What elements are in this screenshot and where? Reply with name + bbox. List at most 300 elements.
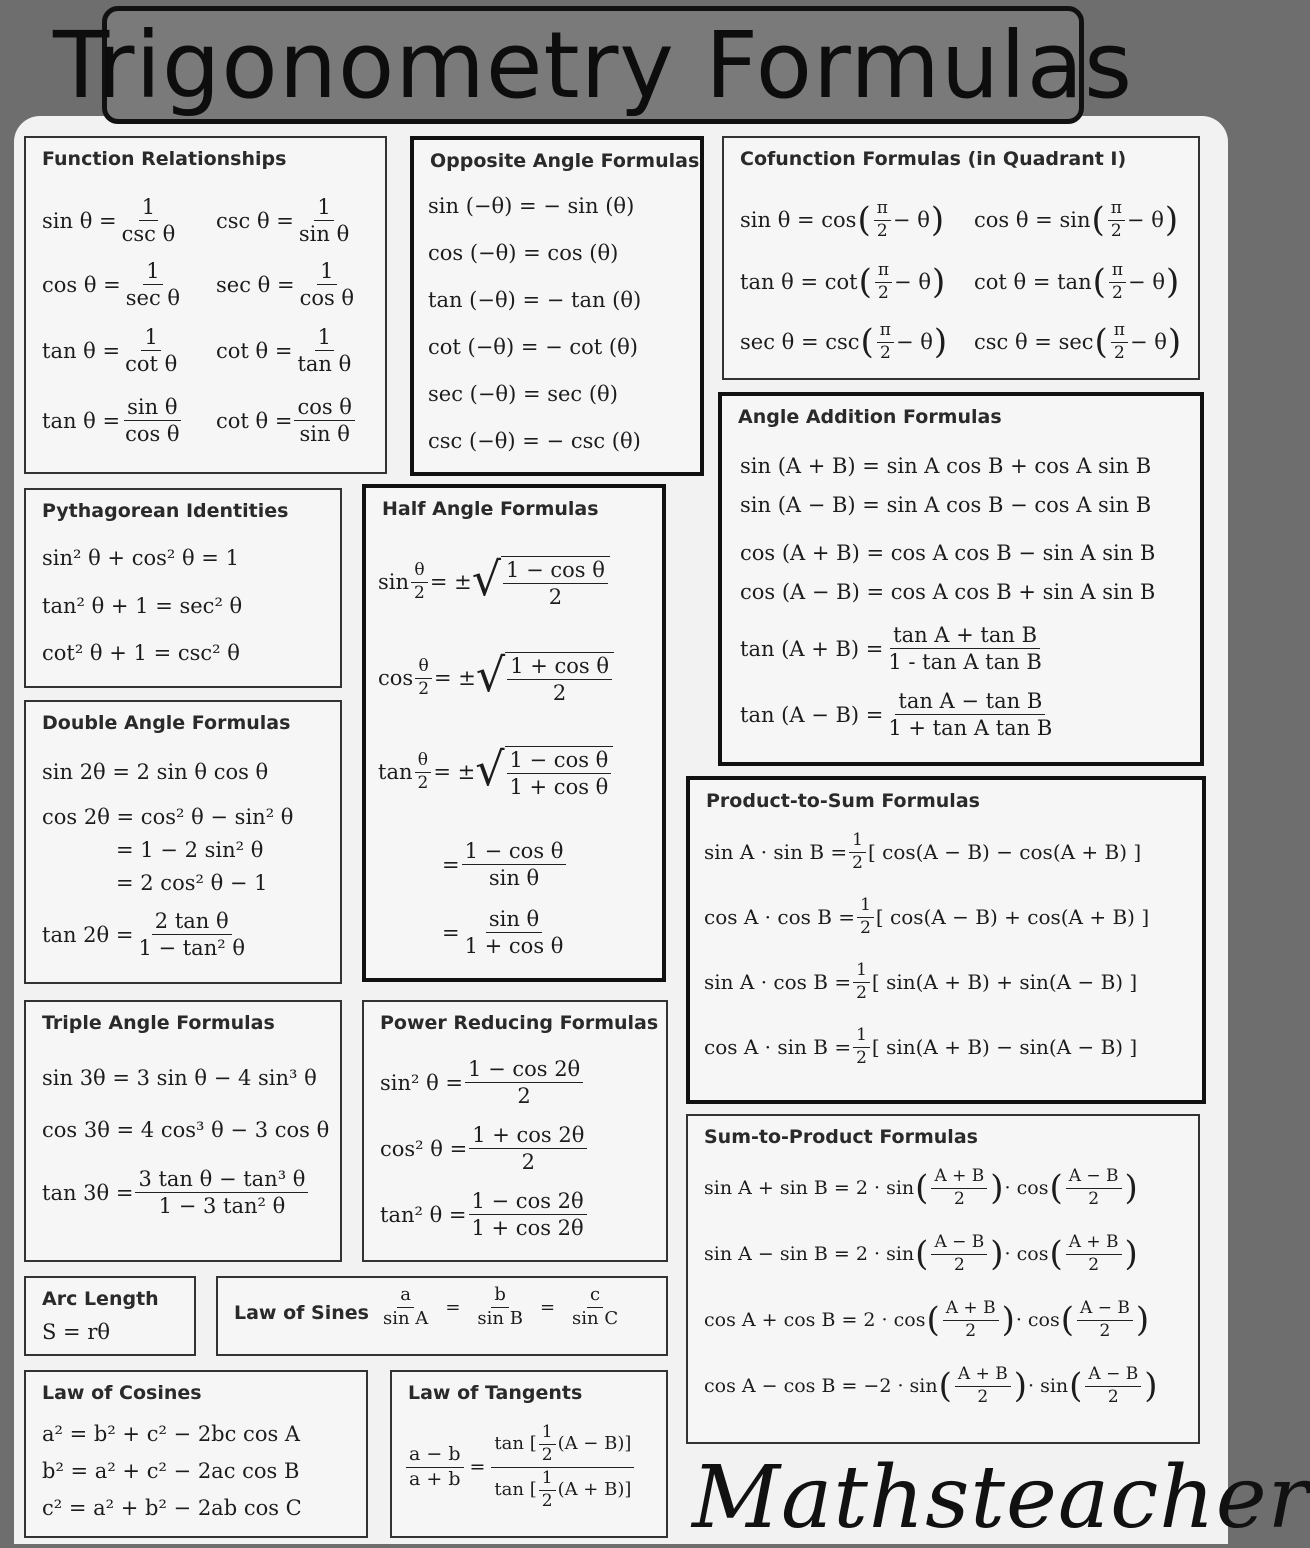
opposite-angle-5: sec (−θ) = sec (θ) <box>428 382 618 406</box>
cofunction-pi-over-2-fraction <box>1108 200 1125 241</box>
sum-to-product-lhs: cos A − cos B = −2 · sin <box>704 1375 938 1398</box>
cofunction-3 <box>740 262 946 303</box>
function-relationship-lhs: cot θ = <box>216 408 293 433</box>
power-reducing-denominator: 2 <box>517 1084 531 1109</box>
half-angle-radicand <box>505 746 614 798</box>
sum-to-product-mid: · cos <box>1004 1177 1049 1200</box>
function-relationship-denominator: sec θ <box>125 286 181 311</box>
half-angle-pm: = ± <box>433 760 476 785</box>
half-angle-tan_alt1-fraction <box>462 840 567 889</box>
cofunction-pi-over-2-denominator: 2 <box>878 282 889 303</box>
cofunction-heading: Cofunction Formulas (in Quadrant I) <box>740 148 1127 170</box>
product-to-sum-rhs: [ cos(A − B) − cos(A + B) ] <box>867 840 1142 865</box>
cofunction-6 <box>974 322 1182 363</box>
half-angle-sqrt <box>475 648 614 706</box>
cofunction-pi-over-2-numerator: π <box>1109 262 1126 283</box>
cofunction-open-paren: ( <box>1092 262 1106 303</box>
half-angle-radicand-denominator: 1 + cos θ <box>509 775 609 800</box>
power-reducing-numerator: 1 − cos 2θ <box>469 1190 587 1215</box>
power-reducing-2 <box>380 1124 589 1173</box>
angle-addition-line-1: sin (A + B) = sin A cos B + cos A sin B <box>740 454 1152 478</box>
product-to-sum-half-numerator: 1 <box>857 897 874 918</box>
cofunction-rest: − θ <box>892 208 930 233</box>
law-of-tangents-top-two: 2 <box>541 1444 553 1465</box>
cofunction-pi-over-2-denominator: 2 <box>1110 220 1122 241</box>
law-of-sines-box <box>216 1276 668 1356</box>
sum-to-product-open-paren-2: ( <box>1049 1168 1063 1209</box>
half-angle-theta-over-2-fraction <box>414 749 431 793</box>
angle-addition-tan-minus <box>740 690 1057 739</box>
function-relationship-fraction <box>294 326 354 375</box>
sum-to-product-open-paren: ( <box>926 1300 940 1341</box>
law-of-sines-formula <box>378 1286 623 1329</box>
cofunction-close-paren: ) <box>1165 262 1180 303</box>
law-of-sines-sin-c: sin C <box>572 1307 619 1329</box>
sum-to-product-open-paren-2: ( <box>1060 1300 1075 1341</box>
product-to-sum-half-denominator: 2 <box>856 982 867 1003</box>
cofunction-pi-over-2-numerator: π <box>875 262 892 283</box>
arc-length-heading: Arc Length <box>42 1288 159 1310</box>
cofunction-close-paren: ) <box>1167 322 1182 363</box>
sum-to-product-arg2-fraction <box>1085 1366 1141 1407</box>
cofunction-open-paren: ( <box>858 262 872 303</box>
triple-angle-tan <box>42 1168 310 1217</box>
triple-angle-tan-lhs: tan 3θ = <box>42 1180 134 1205</box>
opposite-angle-heading: Opposite Angle Formulas <box>430 150 700 172</box>
half-angle-radicand <box>501 556 610 608</box>
law-of-tangents-top-half: 1 <box>539 1424 556 1445</box>
half-angle-theta-over-2-numerator: θ <box>415 658 431 679</box>
sum-to-product-arg1-denominator: 2 <box>953 1254 965 1275</box>
product-to-sum-lhs: cos A · sin B = <box>704 1035 852 1060</box>
half-angle-eq: = <box>442 920 460 945</box>
cofunction-rest: − θ <box>1126 208 1164 233</box>
law-of-sines-heading: Law of Sines <box>234 1302 369 1324</box>
cofunction-close-paren: ) <box>933 322 948 363</box>
cofunction-1 <box>740 200 945 241</box>
product-to-sum-rhs: [ cos(A − B) + cos(A + B) ] <box>875 905 1150 930</box>
sum-to-product-arg1-fraction <box>931 1168 987 1209</box>
sum-to-product-close-paren-2: ) <box>1124 1168 1138 1209</box>
sum-to-product-lhs: sin A − sin B = 2 · sin <box>704 1243 915 1266</box>
law-of-sines-sin-b: sin B <box>477 1307 523 1329</box>
function-relationships-heading: Function Relationships <box>42 148 287 170</box>
cofunction-pi-over-2-numerator: π <box>874 200 891 221</box>
sqrt-icon: √ <box>475 648 506 702</box>
product-to-sum-rhs: [ sin(A + B) + sin(A − B) ] <box>871 970 1138 995</box>
power-reducing-3 <box>380 1190 589 1239</box>
half-angle-radicand-fraction <box>507 655 612 704</box>
half-angle-radicand <box>505 652 614 704</box>
cofunction-rest: − θ <box>1129 330 1167 355</box>
product-to-sum-half-denominator: 2 <box>852 852 863 873</box>
sum-to-product-arg1-fraction <box>943 1300 999 1341</box>
half-angle-theta-over-2-numerator: θ <box>415 752 431 773</box>
power-reducing-denominator: 2 <box>521 1150 535 1175</box>
cofunction-pi-over-2-denominator: 2 <box>1113 342 1125 363</box>
law-of-tangents-top-arg: (A − B) <box>557 1432 625 1454</box>
triple-angle-line-1: sin 3θ = 3 sin θ − 4 sin³ θ <box>42 1066 317 1090</box>
function-relationship-numerator: 1 <box>139 196 158 221</box>
half-angle-cos <box>378 648 614 706</box>
brand-logo-text: Mathsteacher <box>692 1448 1310 1548</box>
function-relationship-numerator: 1 <box>315 326 334 351</box>
power-reducing-lhs: cos² θ = <box>380 1136 468 1161</box>
cofunction-open-paren: ( <box>860 322 874 363</box>
function-relationship-6 <box>216 326 356 375</box>
sum-to-product-open-paren: ( <box>938 1366 952 1407</box>
law-of-tangents-bottom-fn: tan <box>494 1478 524 1500</box>
law-of-sines-eq-2: = <box>539 1296 556 1318</box>
cofunction-open-paren: ( <box>1094 322 1108 363</box>
cofunction-pi-over-2-fraction <box>1109 262 1126 303</box>
law-of-tangents-formula: $\frac{a - b}{a + b}$ = tan [ 1 2 (A − B) ] tan [ 1 2 (A + B) ] <box>404 1424 636 1510</box>
sqrt-icon: √ <box>475 742 505 796</box>
half-angle-tan_alt2 <box>442 908 568 957</box>
sum-to-product-arg2-denominator: 2 <box>1099 1320 1111 1341</box>
double-angle-line-3: = 1 − 2 sin² θ <box>116 838 264 862</box>
opposite-angle-1: sin (−θ) = − sin (θ) <box>428 194 635 218</box>
law-of-tangents-bottom-half: 1 <box>539 1470 556 1491</box>
sum-to-product-open-paren-2: ( <box>1069 1366 1083 1407</box>
sum-to-product-arg1-numerator: A + B <box>943 1300 999 1321</box>
product-to-sum-half-fraction <box>857 897 874 938</box>
triple-angle-tan-numerator: 3 tan θ − tan³ θ <box>135 1168 308 1193</box>
cofunction-pi-over-2-numerator: π <box>1108 200 1125 221</box>
double-angle-line-1: sin 2θ = 2 sin θ cos θ <box>42 760 269 784</box>
cofunction-lhs: cos θ = sin <box>974 208 1091 233</box>
function-relationship-denominator: cos θ <box>299 286 355 311</box>
half-angle-tan_alt1-denominator: sin θ <box>488 866 540 891</box>
function-relationship-fraction <box>119 196 179 245</box>
cofunction-lhs: sec θ = csc <box>740 330 860 355</box>
product-to-sum-half-numerator: 1 <box>853 1027 870 1048</box>
half-angle-eq: = <box>442 852 460 877</box>
pythagorean-line-3: cot² θ + 1 = csc² θ <box>42 641 240 665</box>
cofunction-pi-over-2-numerator: π <box>1111 322 1128 343</box>
product-to-sum-1 <box>704 832 1141 873</box>
power-reducing-numerator: 1 − cos 2θ <box>465 1058 583 1083</box>
cofunction-pi-over-2-numerator: π <box>877 322 894 343</box>
product-to-sum-half-fraction <box>853 962 870 1003</box>
cofunction-rest: − θ <box>895 330 933 355</box>
sum-to-product-mid: · cos <box>1004 1243 1049 1266</box>
tan-minus-numerator: tan A − tan B <box>895 690 1045 715</box>
half-angle-tan <box>378 742 613 800</box>
cofunction-lhs: tan θ = cot <box>740 270 858 295</box>
sum-to-product-open-paren: ( <box>915 1234 929 1275</box>
half-angle-theta-over-2-fraction <box>415 655 432 699</box>
cofunction-pi-over-2-denominator: 2 <box>879 342 891 363</box>
law-of-cosines-heading: Law of Cosines <box>42 1382 202 1404</box>
half-angle-radicand-fraction <box>503 559 608 608</box>
half-angle-radicand-denominator: 2 <box>548 585 563 610</box>
sum-to-product-arg1-numerator: A − B <box>931 1234 987 1255</box>
product-to-sum-3 <box>704 962 1137 1003</box>
half-angle-theta-over-2-numerator: θ <box>411 562 427 583</box>
cofunction-rest: − θ <box>1128 270 1165 295</box>
sum-to-product-close-paren-2: ) <box>1124 1234 1138 1275</box>
sum-to-product-arg1-denominator: 2 <box>977 1386 989 1407</box>
angle-addition-line-4: cos (A − B) = cos A cos B + sin A sin B <box>740 580 1156 604</box>
product-to-sum-half-denominator: 2 <box>860 917 871 938</box>
law-of-tangents-denominator: a + b <box>409 1467 461 1490</box>
product-to-sum-rhs: [ sin(A + B) − sin(A − B) ] <box>871 1035 1138 1060</box>
sum-to-product-arg1-numerator: A + B <box>955 1366 1011 1387</box>
half-angle-radicand-numerator: 1 + cos θ <box>507 655 612 680</box>
half-angle-pm: = ± <box>434 666 476 691</box>
product-to-sum-half-numerator: 1 <box>849 832 866 853</box>
sum-to-product-arg2-denominator: 2 <box>1088 1254 1100 1275</box>
triple-angle-line-2: cos 3θ = 4 cos³ θ − 3 cos θ <box>42 1118 330 1142</box>
law-of-tangents-eq: = <box>469 1456 486 1479</box>
function-relationship-1 <box>42 196 180 245</box>
function-relationship-4 <box>216 260 359 309</box>
sum-to-product-3 <box>704 1300 1150 1341</box>
cofunction-rest: − θ <box>894 270 931 295</box>
sum-to-product-4 <box>704 1366 1159 1407</box>
opposite-angle-4: cot (−θ) = − cot (θ) <box>428 335 638 359</box>
law-of-sines-b: b <box>491 1286 509 1308</box>
half-angle-tan_alt1 <box>442 840 568 889</box>
cofunction-4 <box>974 262 1180 303</box>
law-of-tangents-bottom-two: 2 <box>541 1490 553 1511</box>
opposite-angle-3: tan (−θ) = − tan (θ) <box>428 288 642 312</box>
half-angle-tan_alt2-fraction <box>462 908 567 957</box>
power-reducing-lhs: sin² θ = <box>380 1070 464 1095</box>
product-to-sum-lhs: cos A · cos B = <box>704 905 856 930</box>
pythagorean-line-1: sin² θ + cos² θ = 1 <box>42 546 239 570</box>
cofunction-pi-over-2-fraction <box>874 200 891 241</box>
power-reducing-fraction <box>469 1124 587 1173</box>
product-to-sum-half-denominator: 2 <box>856 1047 867 1068</box>
opposite-angle-6: csc (−θ) = − csc (θ) <box>428 429 641 453</box>
function-relationship-7 <box>42 396 185 445</box>
power-reducing-fraction <box>469 1190 587 1239</box>
law-of-tangents-top-fn: tan <box>494 1432 524 1454</box>
power-reducing-heading: Power Reducing Formulas <box>380 1012 659 1034</box>
angle-addition-tan-plus <box>740 624 1047 673</box>
power-reducing-lhs: tan² θ = <box>380 1202 467 1227</box>
function-relationship-numerator: cos θ <box>294 396 355 421</box>
law-of-sines-c: c <box>587 1286 603 1308</box>
arc-length-box <box>24 1276 196 1356</box>
half-angle-heading: Half Angle Formulas <box>382 498 599 520</box>
sum-to-product-mid: · cos <box>1015 1309 1060 1332</box>
half-angle-pm: = ± <box>429 570 472 595</box>
sum-to-product-arg2-fraction <box>1066 1234 1122 1275</box>
product-to-sum-2 <box>704 897 1149 938</box>
half-angle-tan_alt2-denominator: 1 + cos θ <box>464 934 564 959</box>
half-angle-theta-over-2-denominator: 2 <box>418 678 430 699</box>
function-relationship-lhs: cot θ = <box>216 338 293 363</box>
double-angle-tan-lhs: tan 2θ = <box>42 922 134 947</box>
cofunction-2 <box>974 200 1179 241</box>
half-angle-theta-over-2-fraction <box>411 559 428 603</box>
cofunction-pi-over-2-fraction <box>1111 322 1128 363</box>
tan-plus-lhs: tan (A + B) = <box>740 636 884 661</box>
cofunction-open-paren: ( <box>1091 200 1105 241</box>
half-angle-fn: cos <box>378 666 414 691</box>
double-angle-tan <box>42 910 250 959</box>
product-to-sum-4 <box>704 1027 1137 1068</box>
law-of-tangents-bottom-arg: (A + B) <box>557 1478 625 1500</box>
pythagorean-heading: Pythagorean Identities <box>42 500 289 522</box>
function-relationship-lhs: cos θ = <box>42 272 121 297</box>
function-relationship-lhs: tan θ = <box>42 408 121 433</box>
power-reducing-denominator: 1 + cos 2θ <box>471 1216 584 1241</box>
half-angle-theta-over-2-denominator: 2 <box>414 582 425 603</box>
sum-to-product-close-paren: ) <box>990 1234 1004 1275</box>
product-to-sum-half-numerator: 1 <box>853 962 870 983</box>
law-of-tangents-heading: Law of Tangents <box>408 1382 583 1404</box>
function-relationship-fraction <box>294 396 355 445</box>
sum-to-product-arg2-fraction <box>1066 1168 1122 1209</box>
opposite-angle-2: cos (−θ) = cos (θ) <box>428 241 619 265</box>
function-relationship-numerator: 1 <box>317 260 336 285</box>
tan-minus-denominator: 1 + tan A tan B <box>888 716 1053 741</box>
half-angle-tan_alt1-numerator: 1 − cos θ <box>462 840 567 865</box>
law-of-cosines-line-3: c² = a² + b² − 2ab cos C <box>42 1496 302 1520</box>
sum-to-product-arg2-denominator: 2 <box>1107 1386 1119 1407</box>
sum-to-product-open-paren: ( <box>915 1168 929 1209</box>
function-relationship-lhs: sec θ = <box>216 272 295 297</box>
function-relationship-fraction <box>122 396 183 445</box>
arc-length-formula: S = rθ <box>42 1320 111 1344</box>
function-relationship-denominator: tan θ <box>297 352 352 377</box>
pythagorean-line-2: tan² θ + 1 = sec² θ <box>42 594 243 618</box>
function-relationship-fraction <box>122 326 180 375</box>
function-relationship-numerator: 1 <box>141 326 160 351</box>
function-relationship-denominator: sin θ <box>299 422 350 447</box>
law-of-sines-eq-1: = <box>445 1296 461 1318</box>
power-reducing-numerator: 1 + cos 2θ <box>469 1124 587 1149</box>
sum-to-product-close-paren-2: ) <box>1144 1366 1158 1407</box>
sum-to-product-close-paren: ) <box>1013 1366 1027 1407</box>
sum-to-product-open-paren-2: ( <box>1049 1234 1063 1275</box>
product-to-sum-lhs: sin A · sin B = <box>704 840 848 865</box>
cofunction-lhs: cot θ = tan <box>974 270 1092 295</box>
cofunction-lhs: sin θ = cos <box>740 208 857 233</box>
law-of-sines-sin-a: sin A <box>383 1307 429 1329</box>
law-of-cosines-line-2: b² = a² + c² − 2ac cos B <box>42 1459 300 1483</box>
half-angle-radicand-numerator: 1 − cos θ <box>503 559 608 584</box>
title-banner <box>52 6 1134 124</box>
cofunction-pi-over-2-denominator: 2 <box>876 220 888 241</box>
angle-addition-line-2: sin (A − B) = sin A cos B − cos A sin B <box>740 493 1152 517</box>
product-to-sum-lhs: sin A · cos B = <box>704 970 852 995</box>
tan-plus-denominator: 1 - tan A tan B <box>888 650 1042 675</box>
page-title: Trigonometry Formulas <box>52 11 1134 119</box>
half-angle-theta-over-2-denominator: 2 <box>417 772 429 793</box>
sum-to-product-arg1-fraction <box>931 1234 987 1275</box>
double-angle-tan-numerator: 2 tan θ <box>152 910 232 935</box>
cofunction-pi-over-2-fraction <box>875 262 892 303</box>
law-of-sines-a: a <box>397 1286 414 1308</box>
product-to-sum-half-fraction <box>849 832 866 873</box>
power-reducing-fraction <box>465 1058 583 1107</box>
triple-angle-tan-denominator: 1 − 3 tan² θ <box>158 1194 286 1219</box>
tan-plus-numerator: tan A + tan B <box>890 624 1040 649</box>
half-angle-radicand-numerator: 1 − cos θ <box>507 749 612 774</box>
function-relationship-lhs: sin θ = <box>42 208 117 233</box>
function-relationship-lhs: csc θ = <box>216 208 294 233</box>
function-relationship-3 <box>42 260 185 309</box>
sum-to-product-arg2-denominator: 2 <box>1088 1188 1100 1209</box>
power-reducing-1 <box>380 1058 585 1107</box>
sum-to-product-arg1-fraction <box>955 1366 1011 1407</box>
half-angle-sqrt <box>471 552 610 610</box>
half-angle-sin <box>378 552 610 610</box>
product-to-sum-heading: Product-to-Sum Formulas <box>706 790 980 812</box>
half-angle-fn: sin <box>378 570 410 595</box>
function-relationship-numerator: sin θ <box>124 396 180 421</box>
function-relationship-fraction <box>296 196 352 245</box>
law-of-cosines-line-1: a² = b² + c² − 2bc cos A <box>42 1422 301 1446</box>
sum-to-product-lhs: sin A + sin B = 2 · sin <box>704 1177 915 1200</box>
sum-to-product-close-paren-2: ) <box>1135 1300 1150 1341</box>
angle-addition-heading: Angle Addition Formulas <box>738 406 1002 428</box>
function-relationship-denominator: cos θ <box>125 422 180 447</box>
triple-angle-heading: Triple Angle Formulas <box>42 1012 275 1034</box>
cofunction-open-paren: ( <box>857 200 871 241</box>
half-angle-radicand-fraction <box>507 749 612 798</box>
half-angle-fn: tan <box>378 760 413 785</box>
law-of-tangents-numerator: a − b <box>406 1445 464 1468</box>
sum-to-product-arg1-denominator: 2 <box>965 1320 977 1341</box>
cofunction-lhs: csc θ = sec <box>974 330 1094 355</box>
cofunction-close-paren: ) <box>931 262 946 303</box>
half-angle-sqrt <box>475 742 613 800</box>
function-relationship-2 <box>216 196 354 245</box>
function-relationship-denominator: csc θ <box>121 222 176 247</box>
cofunction-pi-over-2-denominator: 2 <box>1112 282 1123 303</box>
double-angle-heading: Double Angle Formulas <box>42 712 291 734</box>
sum-to-product-close-paren: ) <box>1001 1300 1015 1341</box>
cofunction-close-paren: ) <box>930 200 945 241</box>
sum-to-product-arg2-numerator: A − B <box>1066 1168 1122 1189</box>
sum-to-product-arg2-numerator: A − B <box>1085 1366 1141 1387</box>
tan-minus-lhs: tan (A − B) = <box>740 702 884 727</box>
sum-to-product-arg1-denominator: 2 <box>953 1188 965 1209</box>
cofunction-pi-over-2-fraction <box>877 322 894 363</box>
sum-to-product-arg2-fraction <box>1077 1300 1133 1341</box>
sum-to-product-lhs: cos A + cos B = 2 · cos <box>704 1309 926 1332</box>
function-relationship-numerator: 1 <box>314 196 333 221</box>
sqrt-icon: √ <box>471 552 502 606</box>
sum-to-product-mid: · sin <box>1027 1375 1069 1398</box>
function-relationship-fraction <box>123 260 183 309</box>
sum-to-product-arg2-numerator: A + B <box>1066 1234 1122 1255</box>
sum-to-product-heading: Sum-to-Product Formulas <box>704 1126 978 1148</box>
half-angle-tan_alt2-numerator: sin θ <box>486 908 542 933</box>
product-to-sum-half-fraction <box>853 1027 870 1068</box>
cofunction-5 <box>740 322 948 363</box>
sum-to-product-arg2-numerator: A − B <box>1077 1300 1133 1321</box>
double-angle-tan-denominator: 1 − tan² θ <box>138 936 245 961</box>
function-relationship-8 <box>216 396 357 445</box>
function-relationship-denominator: sin θ <box>298 222 350 247</box>
double-angle-line-4: = 2 cos² θ − 1 <box>116 871 268 895</box>
function-relationship-5 <box>42 326 182 375</box>
function-relationship-denominator: cot θ <box>125 352 178 377</box>
function-relationship-fraction <box>297 260 358 309</box>
function-relationship-lhs: tan θ = <box>42 338 121 363</box>
sum-to-product-1 <box>704 1168 1139 1209</box>
sum-to-product-2 <box>704 1234 1139 1275</box>
angle-addition-line-3: cos (A + B) = cos A cos B − sin A sin B <box>740 541 1156 565</box>
double-angle-line-2: cos 2θ = cos² θ − sin² θ <box>42 805 294 829</box>
